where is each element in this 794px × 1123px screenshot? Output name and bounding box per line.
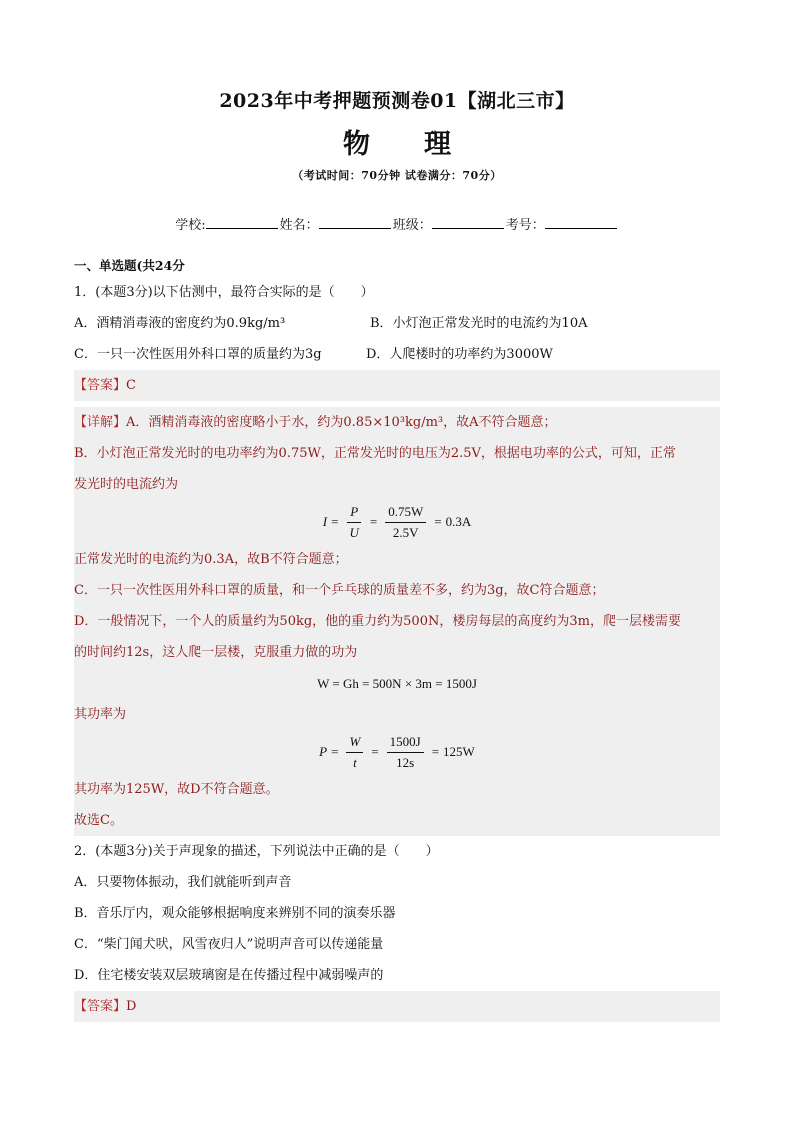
class-blank — [432, 214, 504, 229]
formula-current: I = $\frac{P}{U}$ = $\frac{0.75W}{2.5V}$ = 0.3A — [322, 503, 472, 540]
detail-d-line-2: 的时间约12s，这人爬一层楼，克服重力做的功为 — [74, 645, 358, 660]
name-label: 姓名： — [279, 218, 319, 233]
section-title: 一、单选题(共24分 — [74, 258, 185, 273]
school-blank — [206, 214, 278, 229]
detail-b-line-2: 发光时的电流约为 — [74, 477, 179, 492]
q2-option-c: C．“柴门闻犬吠，风雪夜归人”说明声音可以传递能量 — [74, 937, 384, 952]
answer-value: C — [126, 378, 136, 393]
exam-content — [74, 255, 720, 1022]
question-1-stem: 1．(本题3分)以下估测中，最符合实际的是（ ） — [74, 285, 374, 300]
question-2-stem: 2．(本题3分)关于声现象的描述，下列说法中正确的是（ ） — [74, 844, 439, 859]
q2-option-a: A．只要物体振动，我们就能听到声音 — [74, 875, 292, 890]
exam-subject: 物理 — [343, 129, 505, 160]
detail-a: 【详解】A．酒精消毒液的密度略小于水，约为0.85×10³kg/m³，故A不符合题意； — [74, 415, 557, 430]
number-label: 考号： — [505, 218, 545, 233]
q1-option-b: B．小灯泡正常发光时的电流约为10A — [370, 316, 588, 331]
question-1-options-ab — [74, 308, 720, 339]
q1-option-d: D．人爬楼时的功率约为3000W — [366, 347, 553, 362]
detail-conclusion: 故选C。 — [74, 813, 123, 828]
detail-d-line-1: D．一般情况下，一个人的质量约为50kg，他的重力约为500N，楼房每层的高度约为3m，爬一层楼需要 — [74, 614, 681, 629]
student-info-fields — [0, 214, 794, 233]
question-1-options-cd — [74, 339, 720, 370]
detail-d-line-4: 其功率为125W，故D不符合题意。 — [74, 782, 279, 797]
exam-title: 2023年中考押题预测卷01【湖北三市】 — [219, 90, 575, 112]
school-label: 学校: — [175, 218, 206, 233]
q2-option-b: B．音乐厅内，观众能够根据响度来辨别不同的演奏乐器 — [74, 906, 396, 921]
exam-info: （考试时间：70分钟 试卷满分：70分） — [292, 169, 502, 182]
answer-value: D — [126, 999, 137, 1014]
q2-option-d: D．住宅楼安装双层玻璃窗是在传播过程中减弱噪声的 — [74, 968, 384, 983]
detail-c: C．一只一次性医用外科口罩的质量，和一个乒乓球的质量差不多，约为3g，故C符合题意； — [74, 583, 605, 598]
answer-label: 【答案】 — [74, 999, 127, 1014]
q1-detail-block — [74, 407, 720, 836]
name-blank — [319, 214, 391, 229]
number-blank — [545, 214, 617, 229]
q2-answer-line — [74, 991, 720, 1022]
q1-answer-block — [74, 370, 720, 401]
q1-option-c: C．一只一次性医用外科口罩的质量约为3g — [74, 347, 322, 362]
answer-label: 【答案】 — [74, 378, 127, 393]
class-label: 班级： — [392, 218, 432, 233]
q1-answer-line — [74, 370, 720, 401]
q2-answer-block — [74, 991, 720, 1022]
formula-work: W = Gh = 500N × 3m = 1500J — [317, 675, 477, 691]
detail-b-line-3: 正常发光时的电流约为0.3A，故B不符合题意； — [74, 552, 348, 567]
detail-b-line-1: B．小灯泡正常发光时的电功率约为0.75W，正常发光时的电压为2.5V，根据电功率的公式，可知，正常 — [74, 446, 676, 461]
q1-option-a: A．酒精消毒液的密度约为0.9kg/m³ — [74, 316, 286, 331]
detail-d-line-3: 其功率为 — [74, 707, 127, 722]
detail-label: 【详解】 — [74, 415, 127, 430]
formula-power: P = $\frac{W}{t}$ = $\frac{1500J}{12s}$ = 125W — [319, 733, 475, 770]
